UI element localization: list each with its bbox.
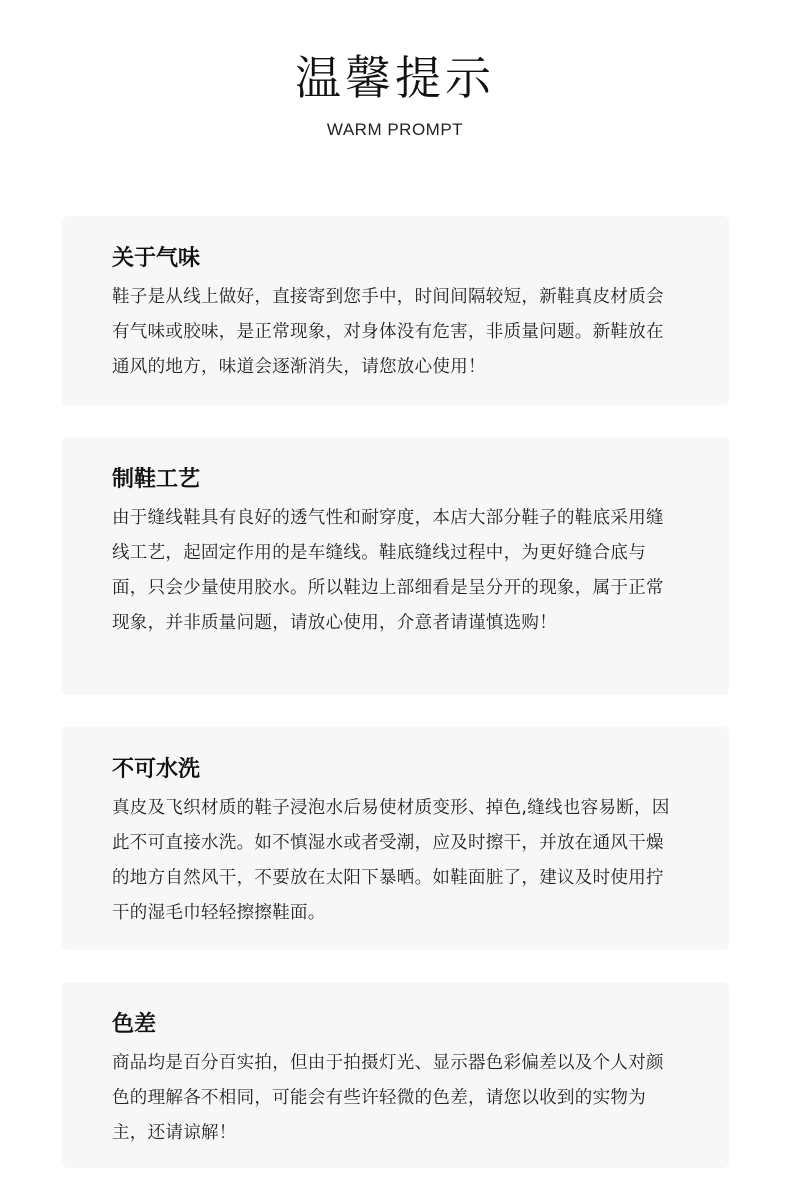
page-header bbox=[0, 48, 790, 140]
notice-body: 鞋子是从线上做好，直接寄到您手中，时间间隔较短，新鞋真皮材质会有气味或胶味，是正常现象，对身体没有危害，非质量问题。新鞋放在通风的地方，味道会逐渐消失，请您放心使用！ bbox=[112, 287, 664, 377]
notice-card-odor bbox=[62, 216, 729, 405]
page-title: 温馨提示 bbox=[295, 51, 495, 105]
notice-title: 关于气味 bbox=[112, 246, 201, 271]
page-subtitle: WARM PROMPT bbox=[326, 120, 464, 139]
notice-title: 不可水洗 bbox=[112, 757, 201, 782]
notice-body: 由于缝线鞋具有良好的透气性和耐穿度，本店大部分鞋子的鞋底采用缝线工艺，起固定作用的是车缝线。鞋底缝线过程中，为更好缝合底与面，只会少量使用胶水。所以鞋边上部细看是呈分开的现象，属于正常现象，并非质量问题，请放心使用，介意者请谨慎选购！ bbox=[112, 508, 664, 633]
notice-title: 制鞋工艺 bbox=[112, 467, 201, 492]
notice-card-craft bbox=[62, 437, 729, 695]
notice-body: 商品均是百分百实拍，但由于拍摄灯光、显示器色彩偏差以及个人对颜色的理解各不相同，可能会有些许轻微的色差，请您以收到的实物为主，还请谅解！ bbox=[112, 1053, 664, 1143]
notice-card-washing bbox=[62, 727, 729, 950]
notice-title: 色差 bbox=[112, 1012, 157, 1037]
notice-body: 真皮及飞织材质的鞋子浸泡水后易使材质变形、掉色,缝线也容易断，因此不可直接水洗。如不慎湿水或者受潮，应及时擦干，并放在通风干燥的地方自然风干，不要放在太阳下暴晒。如鞋面脏了，建议及时使用拧干的湿毛巾轻轻擦擦鞋面。 bbox=[112, 798, 670, 923]
notice-card-color-difference bbox=[62, 982, 729, 1168]
